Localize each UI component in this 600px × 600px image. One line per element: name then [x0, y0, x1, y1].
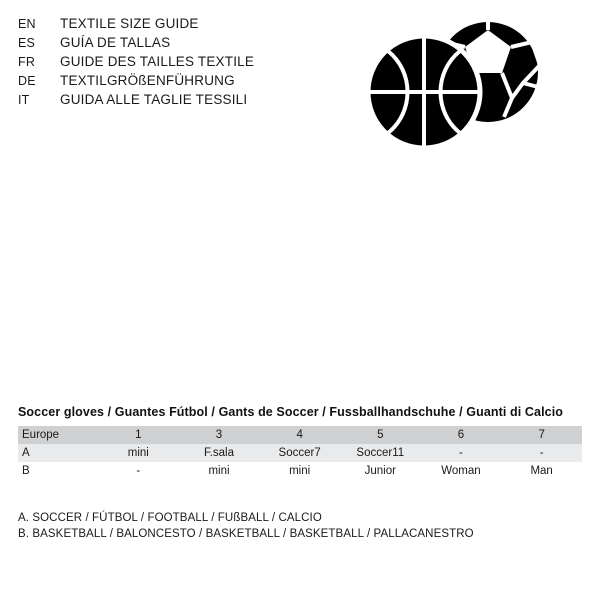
basketball-shape — [368, 36, 480, 148]
language-row-en — [18, 14, 348, 33]
balls-illustration — [352, 20, 562, 165]
basketball-soccer-ball-icon — [352, 20, 562, 165]
size-table-title: Soccer gloves / Guantes Fútbol / Gants de Soccer / Fussballhandschuhe / Guanti di Calcio — [18, 405, 564, 419]
language-row-de — [18, 71, 348, 90]
table-row — [18, 462, 582, 480]
table-cell-b-7: Man — [501, 462, 582, 480]
table-header-cell-1: 1 — [98, 426, 179, 444]
table-cell-a-5: Soccer11 — [340, 444, 421, 462]
table-cell-b-4: mini — [259, 462, 340, 480]
language-row-it — [18, 90, 348, 109]
table-cell-a-1: mini — [98, 444, 179, 462]
language-code-en: EN — [18, 17, 36, 31]
size-table — [18, 426, 582, 480]
language-title-es: GUÍA DE TALLAS — [60, 35, 171, 50]
language-code-fr: FR — [18, 55, 36, 69]
table-cell-a-3: F.sala — [179, 444, 260, 462]
language-list — [18, 14, 348, 109]
table-header-cell-3: 3 — [179, 426, 260, 444]
table-header-row — [18, 426, 582, 444]
table-cell-a-6: - — [421, 444, 502, 462]
table-header-cell-7: 7 — [501, 426, 582, 444]
table-header-cell-4: 4 — [259, 426, 340, 444]
table-cell-b-6: Woman — [421, 462, 502, 480]
table-header-cell-6: 6 — [421, 426, 502, 444]
language-title-en: TEXTILE SIZE GUIDE — [60, 16, 199, 31]
table-cell-a-4: Soccer7 — [259, 444, 340, 462]
table-cell-b-3: mini — [179, 462, 260, 480]
language-code-de: DE — [18, 74, 36, 88]
table-cell-b-5: Junior — [340, 462, 421, 480]
table-row-label-a: A — [18, 444, 98, 462]
table-cell-b-1: - — [98, 462, 179, 480]
language-row-es — [18, 33, 348, 52]
language-row-fr — [18, 52, 348, 71]
table-row — [18, 444, 582, 462]
size-table-section — [18, 405, 582, 480]
language-title-it: GUIDA ALLE TAGLIE TESSILI — [60, 92, 248, 107]
footnote-a: A. SOCCER / FÚTBOL / FOOTBALL / FUßBALL / CALCIO — [18, 512, 322, 524]
table-header-cell-5: 5 — [340, 426, 421, 444]
table-row-label-b: B — [18, 462, 98, 480]
table-cell-a-7: - — [501, 444, 582, 462]
language-code-it: IT — [18, 93, 30, 107]
footnote-b: B. BASKETBALL / BALONCESTO / BASKETBALL / BASKETBALL / PALLACANESTRO — [18, 528, 474, 540]
language-title-fr: GUIDE DES TAILLES TEXTILE — [60, 54, 255, 69]
language-code-es: ES — [18, 36, 36, 50]
footnote-list — [18, 510, 578, 542]
language-title-de: TEXTILGRÖßENFÜHRUNG — [60, 73, 235, 88]
table-header-cell-europe: Europe — [18, 426, 98, 444]
